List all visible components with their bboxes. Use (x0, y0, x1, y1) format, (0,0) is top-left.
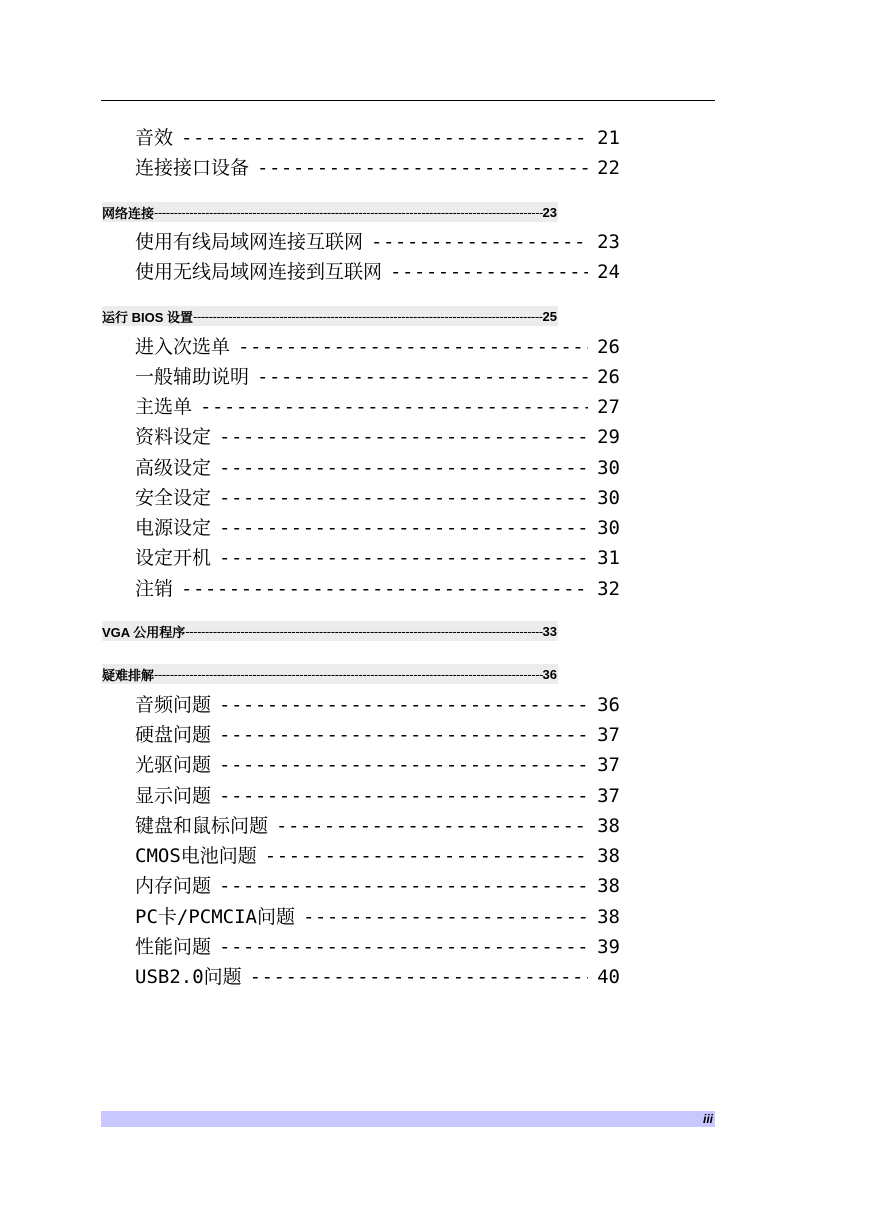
header-rule (101, 100, 715, 101)
toc-entry-title: 设定开机 (135, 547, 212, 569)
section-title: 运行 BIOS 设置 (102, 309, 194, 325)
toc-entry-page: 38 (597, 906, 620, 928)
toc-entry[interactable] (135, 813, 620, 839)
leader-dots (219, 783, 588, 809)
section-page: 33 (542, 623, 557, 639)
toc-section-troubleshooting[interactable] (102, 664, 558, 684)
leader-dots (238, 334, 588, 360)
leader-dots (185, 624, 542, 639)
toc-section-vga[interactable] (102, 621, 558, 641)
section-page: 36 (542, 666, 557, 682)
toc-entry-page: 31 (597, 547, 620, 569)
toc-entry-page: 30 (597, 517, 620, 539)
section-page: 23 (542, 204, 557, 220)
toc-entry-title: 主选单 (135, 396, 193, 418)
toc-entry[interactable] (135, 904, 620, 930)
toc-entry[interactable] (135, 515, 620, 541)
toc-entry-page: 29 (597, 426, 620, 448)
toc-entry[interactable] (135, 692, 620, 718)
leader-dots (154, 205, 543, 220)
toc-entry-page: 23 (597, 231, 620, 253)
toc-entry-title: 使用有线局域网连接互联网 (135, 231, 364, 253)
toc-entry-page: 38 (597, 845, 620, 867)
toc-entry-title: 使用无线局域网连接到互联网 (135, 261, 383, 283)
toc-entry-title: 性能问题 (135, 936, 212, 958)
toc-entry[interactable] (135, 873, 620, 899)
section-title: VGA 公用程序 (102, 624, 186, 640)
toc-entry[interactable] (135, 229, 620, 255)
toc-entry[interactable] (135, 424, 620, 450)
toc-entry-title: 光驱问题 (135, 754, 212, 776)
leader-dots (154, 667, 543, 682)
footer-bar (101, 1111, 715, 1127)
toc-section-network[interactable] (102, 202, 558, 222)
toc-entry-title: 音频问题 (135, 694, 212, 716)
leader-dots (219, 485, 588, 511)
toc-entry-title: 连接接口设备 (135, 157, 250, 179)
leader-dots (303, 904, 588, 930)
toc-entry-page: 26 (597, 366, 620, 388)
toc-entry-title: 高级设定 (135, 457, 212, 479)
toc-entry-page: 22 (597, 157, 620, 179)
toc-entry-title: PC卡/PCMCIA问题 (135, 906, 295, 928)
toc-entry-title: 键盘和鼠标问题 (135, 815, 269, 837)
toc-entry[interactable] (135, 364, 620, 390)
leader-dots (219, 752, 588, 778)
leader-dots (390, 259, 588, 285)
leader-dots (219, 722, 588, 748)
toc-entry-page: 38 (597, 815, 620, 837)
toc-entry-title: 资料设定 (135, 426, 212, 448)
toc-entry[interactable] (135, 259, 620, 285)
toc-entry-page: 37 (597, 785, 620, 807)
toc-entry-title: 一般辅助说明 (135, 366, 250, 388)
leader-dots (219, 545, 588, 571)
toc-entry-page: 24 (597, 261, 620, 283)
toc-entry[interactable] (135, 394, 620, 420)
toc-entry-title: 硬盘问题 (135, 724, 212, 746)
toc-entry-page: 38 (597, 875, 620, 897)
toc-entry[interactable] (135, 964, 620, 990)
toc-entry-title: 进入次选单 (135, 336, 231, 358)
toc-entry-page: 21 (597, 127, 620, 149)
toc-entry[interactable] (135, 125, 620, 151)
toc-entry[interactable] (135, 783, 620, 809)
toc-entry[interactable] (135, 722, 620, 748)
toc-entry-title: CMOS电池问题 (135, 845, 257, 867)
toc-entry-title: 内存问题 (135, 875, 212, 897)
section-page: 25 (542, 308, 557, 324)
leader-dots (193, 309, 543, 324)
leader-dots (219, 934, 588, 960)
toc-entry-title: USB2.0问题 (135, 966, 242, 988)
leader-dots (219, 424, 588, 450)
leader-dots (250, 964, 588, 990)
toc-entry-page: 40 (597, 966, 620, 988)
leader-dots (200, 394, 588, 420)
section-title: 疑难排解 (102, 667, 155, 683)
toc-entry-title: 显示问题 (135, 785, 212, 807)
toc-entry-page: 30 (597, 457, 620, 479)
leader-dots (219, 515, 588, 541)
toc-entry-page: 32 (597, 578, 620, 600)
leader-dots (181, 125, 588, 151)
toc-entry-title: 注销 (135, 578, 174, 600)
page-number: iii (702, 1112, 713, 1126)
toc-entry[interactable] (135, 455, 620, 481)
leader-dots (257, 155, 588, 181)
leader-dots (181, 576, 588, 602)
toc-entry[interactable] (135, 843, 620, 869)
toc-entry[interactable] (135, 576, 620, 602)
toc-entry-page: 37 (597, 724, 620, 746)
toc-entry-page: 26 (597, 336, 620, 358)
toc-entry[interactable] (135, 752, 620, 778)
leader-dots (219, 873, 588, 899)
leader-dots (371, 229, 588, 255)
leader-dots (257, 364, 588, 390)
toc-entry-title: 音效 (135, 127, 174, 149)
toc-entry[interactable] (135, 155, 620, 181)
toc-entry-title: 电源设定 (135, 517, 212, 539)
leader-dots (219, 455, 588, 481)
toc-entry-page: 36 (597, 694, 620, 716)
toc-entry-title: 安全设定 (135, 487, 212, 509)
toc-entry[interactable] (135, 934, 620, 960)
section-title: 网络连接 (102, 205, 155, 221)
leader-dots (219, 692, 588, 718)
toc-entry[interactable] (135, 545, 620, 571)
toc-entry[interactable] (135, 334, 620, 360)
leader-dots (276, 813, 588, 839)
toc-entry[interactable] (135, 485, 620, 511)
toc-entry-page: 39 (597, 936, 620, 958)
leader-dots (265, 843, 588, 869)
toc-entry-page: 27 (597, 396, 620, 418)
toc-entry-page: 37 (597, 754, 620, 776)
toc-section-bios[interactable] (102, 306, 558, 326)
toc-entry-page: 30 (597, 487, 620, 509)
